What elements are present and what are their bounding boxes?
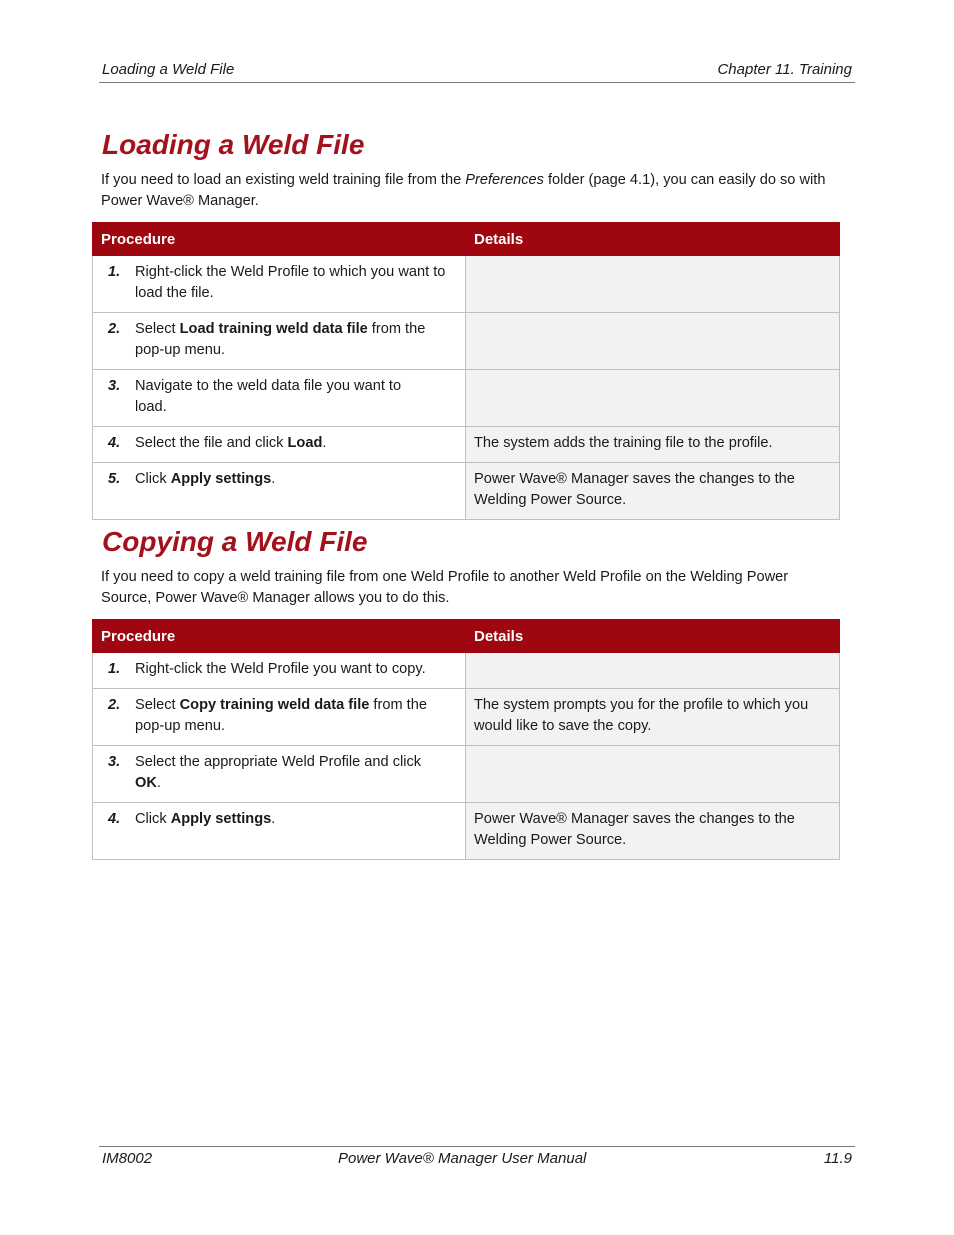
step-text-end: from the pop-up menu. xyxy=(135,321,426,358)
step-text-end: . xyxy=(322,435,327,451)
step-cell xyxy=(93,427,466,463)
table-row xyxy=(93,427,840,463)
table-row xyxy=(93,689,840,746)
detail-cell: Power Wave® Manager saves the changes to the Welding Power Source. xyxy=(466,463,840,520)
step-cell xyxy=(93,689,466,746)
step-command: Load training weld data file xyxy=(179,321,368,337)
loading-section xyxy=(92,128,840,520)
copying-title: Copying a Weld File xyxy=(102,526,368,557)
table-header-row xyxy=(93,620,840,653)
detail-cell xyxy=(466,313,840,370)
loading-intro-before: If you need to load an existing weld training file from the xyxy=(101,172,466,188)
copying-procedure-table xyxy=(92,619,840,860)
step-number: 3. xyxy=(108,378,121,394)
detail-cell: The system adds the training file to the profile. xyxy=(466,427,840,463)
loading-procedure-table xyxy=(92,222,840,520)
step-command: Copy training weld data file xyxy=(179,697,370,713)
running-header xyxy=(99,58,855,83)
loading-intro xyxy=(101,170,841,212)
table-row xyxy=(93,313,840,370)
step-command: Apply settings xyxy=(170,811,272,827)
running-footer xyxy=(99,1146,855,1173)
step-text-end: . xyxy=(271,471,276,487)
step-command: Load xyxy=(287,435,323,451)
step-cell xyxy=(93,256,466,313)
step-text-end: . xyxy=(156,775,161,791)
step-text: Navigate to the weld data file you want to load. xyxy=(135,378,402,415)
step-text-end: . xyxy=(271,811,276,827)
col-details: Details xyxy=(466,223,840,256)
step-number: 1. xyxy=(108,264,121,280)
detail-cell xyxy=(466,746,840,803)
step-text: Select the file and click xyxy=(135,435,288,451)
footer-manual-title: Power Wave® Manager User Manual xyxy=(338,1150,587,1167)
step-number: 1. xyxy=(108,661,121,677)
loading-intro-italic: Preferences xyxy=(465,172,544,188)
step-text: Right-click the Weld Profile to which you want to load the file. xyxy=(135,264,446,301)
col-details: Details xyxy=(466,620,840,653)
step-cell xyxy=(93,803,466,860)
col-procedure: Procedure xyxy=(93,223,466,256)
step-text: Select xyxy=(135,697,180,713)
col-procedure: Procedure xyxy=(93,620,466,653)
step-text: Right-click the Weld Profile you want to copy. xyxy=(135,661,426,677)
loading-title: Loading a Weld File xyxy=(102,129,365,160)
step-text: Click xyxy=(135,811,171,827)
step-cell xyxy=(93,370,466,427)
step-number: 5. xyxy=(108,471,121,487)
step-number: 3. xyxy=(108,754,121,770)
detail-cell xyxy=(466,256,840,313)
step-number: 4. xyxy=(108,435,121,451)
step-number: 2. xyxy=(108,321,121,337)
step-number: 4. xyxy=(108,811,121,827)
copying-intro: If you need to copy a weld training file from one Weld Profile to another Weld Profile on the Welding Power Source, Power Wave® Manager allows you to do this. xyxy=(101,569,789,606)
header-chapter-title: Chapter 11. Training xyxy=(717,61,852,78)
step-command: OK xyxy=(135,775,157,791)
step-cell xyxy=(93,746,466,803)
table-row xyxy=(93,463,840,520)
step-command: Apply settings xyxy=(170,471,272,487)
table-header-row xyxy=(93,223,840,256)
step-cell xyxy=(93,653,466,689)
table-row xyxy=(93,256,840,313)
detail-cell: The system prompts you for the profile to which you would like to save the copy. xyxy=(466,689,840,746)
copying-section xyxy=(92,525,840,860)
step-text: Select xyxy=(135,321,180,337)
detail-cell xyxy=(466,370,840,427)
footer-doc-id: IM8002 xyxy=(102,1150,153,1167)
detail-cell xyxy=(466,653,840,689)
detail-cell: Power Wave® Manager saves the changes to the Welding Power Source. xyxy=(466,803,840,860)
step-text-end: from the pop-up menu. xyxy=(135,697,427,734)
step-cell xyxy=(93,463,466,520)
header-section-title: Loading a Weld File xyxy=(102,61,235,78)
table-row xyxy=(93,370,840,427)
table-row xyxy=(93,653,840,689)
footer-page-number: 11.9 xyxy=(823,1150,852,1167)
step-cell xyxy=(93,313,466,370)
table-row xyxy=(93,803,840,860)
table-row xyxy=(93,746,840,803)
step-text: Select the appropriate Weld Profile and click xyxy=(135,754,422,770)
step-text: Click xyxy=(135,471,171,487)
step-number: 2. xyxy=(108,697,121,713)
loading-intro-after: folder (page 4.1), you can easily do so with Power Wave® Manager. xyxy=(101,172,826,209)
